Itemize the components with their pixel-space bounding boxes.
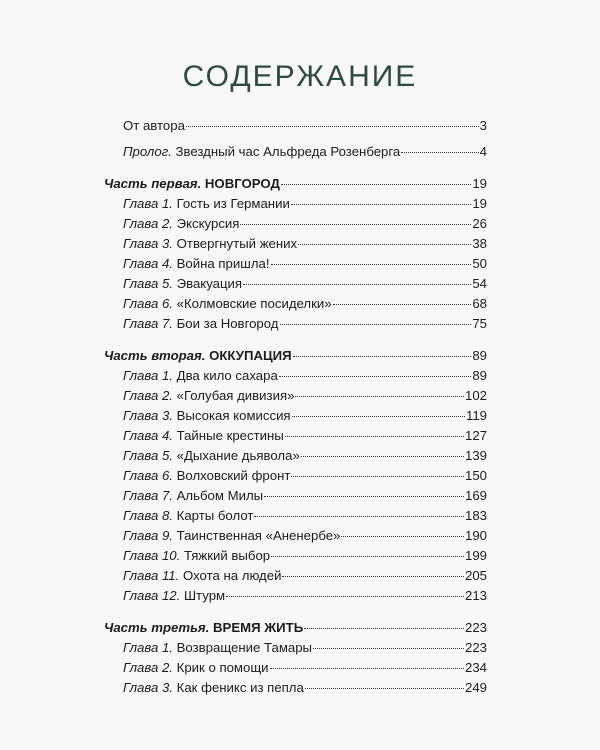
leader-dots: [279, 376, 472, 377]
entry-label: От автора: [123, 118, 185, 133]
part-label: Часть вторая. ОККУПАЦИЯ: [104, 348, 292, 363]
page-number: 205: [464, 568, 487, 583]
page-number: 139: [464, 448, 487, 463]
leader-dots: [264, 496, 464, 497]
leader-dots: [301, 456, 464, 457]
toc-chapter[interactable]: Глава 3. Отвергнутый жених 38: [123, 236, 487, 251]
page-number: 190: [464, 528, 487, 543]
page-number: 223: [464, 620, 487, 635]
leader-dots: [298, 244, 471, 245]
page-number: 183: [464, 508, 487, 523]
toc-part-2[interactable]: [104, 348, 487, 364]
toc-chapter[interactable]: Глава 6. «Колмовские посиделки» 68: [123, 296, 487, 311]
toc-chapter[interactable]: Глава 5. Эвакуация 54: [123, 276, 487, 291]
page-number: 213: [464, 588, 487, 603]
page-number: 54: [472, 276, 487, 291]
page-number: 4: [479, 144, 487, 159]
leader-dots: [243, 284, 471, 285]
leader-dots: [291, 204, 472, 205]
toc-part-1[interactable]: [104, 176, 487, 192]
leader-dots: [313, 648, 464, 649]
page-title: СОДЕРЖАНИЕ: [182, 60, 418, 93]
page-number: 75: [472, 316, 487, 331]
page-number: 3: [479, 118, 487, 133]
leader-dots: [226, 596, 464, 597]
leader-dots: [281, 184, 471, 185]
toc-entry-prologue[interactable]: [123, 144, 487, 160]
toc-chapter[interactable]: Глава 3. Высокая комиссия 119: [123, 408, 487, 423]
page-number: 38: [472, 236, 487, 251]
page-number: 249: [464, 680, 487, 695]
leader-dots: [401, 152, 478, 153]
toc-chapter[interactable]: Глава 8. Карты болот 183: [123, 508, 487, 523]
page-number: 26: [472, 216, 487, 231]
entry-label: Пролог. Звездный час Альфреда Розенберга: [123, 144, 401, 159]
leader-dots: [305, 688, 464, 689]
leader-dots: [186, 126, 479, 127]
leader-dots: [271, 264, 472, 265]
page-number: 50: [472, 256, 487, 271]
page-number: 89: [472, 368, 487, 383]
leader-dots: [285, 436, 464, 437]
leader-dots: [304, 628, 464, 629]
toc-chapter[interactable]: Глава 10. Тяжкий выбор 199: [123, 548, 487, 563]
toc-chapter[interactable]: Глава 7. Бои за Новгород 75: [123, 316, 487, 331]
leader-dots: [292, 416, 465, 417]
page-number: 169: [464, 488, 487, 503]
page-number: 119: [465, 408, 487, 423]
page-number: 223: [464, 640, 487, 655]
toc-chapter[interactable]: Глава 3. Как феникс из пепла 249: [123, 680, 487, 695]
leader-dots: [254, 516, 464, 517]
toc-chapter[interactable]: Глава 1. Гость из Германии 19: [123, 196, 487, 211]
page-number: 199: [464, 548, 487, 563]
page-number: 150: [464, 468, 487, 483]
toc-chapter[interactable]: Глава 2. Крик о помощи 234: [123, 660, 487, 675]
leader-dots: [280, 324, 472, 325]
toc-chapter[interactable]: Глава 4. Война пришла! 50: [123, 256, 487, 271]
toc-chapter[interactable]: Глава 5. «Дыхание дьявола» 139: [123, 448, 487, 463]
toc-chapter[interactable]: Глава 1. Возвращение Тамары 223: [123, 640, 487, 655]
leader-dots: [293, 356, 472, 357]
leader-dots: [333, 304, 472, 305]
toc-chapter[interactable]: Глава 7. Альбом Милы 169: [123, 488, 487, 503]
leader-dots: [282, 576, 464, 577]
page-number: 127: [464, 428, 487, 443]
toc-part-3[interactable]: [104, 620, 487, 636]
toc-entry-author-note[interactable]: [123, 118, 487, 134]
toc-chapter[interactable]: Глава 2. «Голубая дивизия» 102: [123, 388, 487, 403]
page-number: 19: [472, 196, 487, 211]
toc-chapter[interactable]: Глава 1. Два кило сахара 89: [123, 368, 487, 383]
page-number: 234: [464, 660, 487, 675]
page-number: 102: [464, 388, 487, 403]
leader-dots: [240, 224, 471, 225]
toc-chapter[interactable]: Глава 6. Волховский фронт 150: [123, 468, 487, 483]
part-label: Часть первая. НОВГОРОД: [104, 176, 280, 191]
toc-chapter[interactable]: Глава 4. Тайные крестины 127: [123, 428, 487, 443]
leader-dots: [341, 536, 464, 537]
leader-dots: [271, 556, 464, 557]
part-label: Часть третья. ВРЕМЯ ЖИТЬ: [104, 620, 304, 635]
toc-chapter[interactable]: Глава 9. Таинственная «Аненербе» 190: [123, 528, 487, 543]
page-number: 19: [472, 176, 487, 191]
leader-dots: [270, 668, 464, 669]
toc-chapter[interactable]: Глава 2. Экскурсия 26: [123, 216, 487, 231]
leader-dots: [291, 476, 464, 477]
toc-chapter[interactable]: Глава 11. Охота на людей 205: [123, 568, 487, 583]
toc-chapter[interactable]: Глава 12. Штурм 213: [123, 588, 487, 603]
leader-dots: [295, 396, 464, 397]
page-number: 68: [472, 296, 487, 311]
page-number: 89: [472, 348, 487, 363]
